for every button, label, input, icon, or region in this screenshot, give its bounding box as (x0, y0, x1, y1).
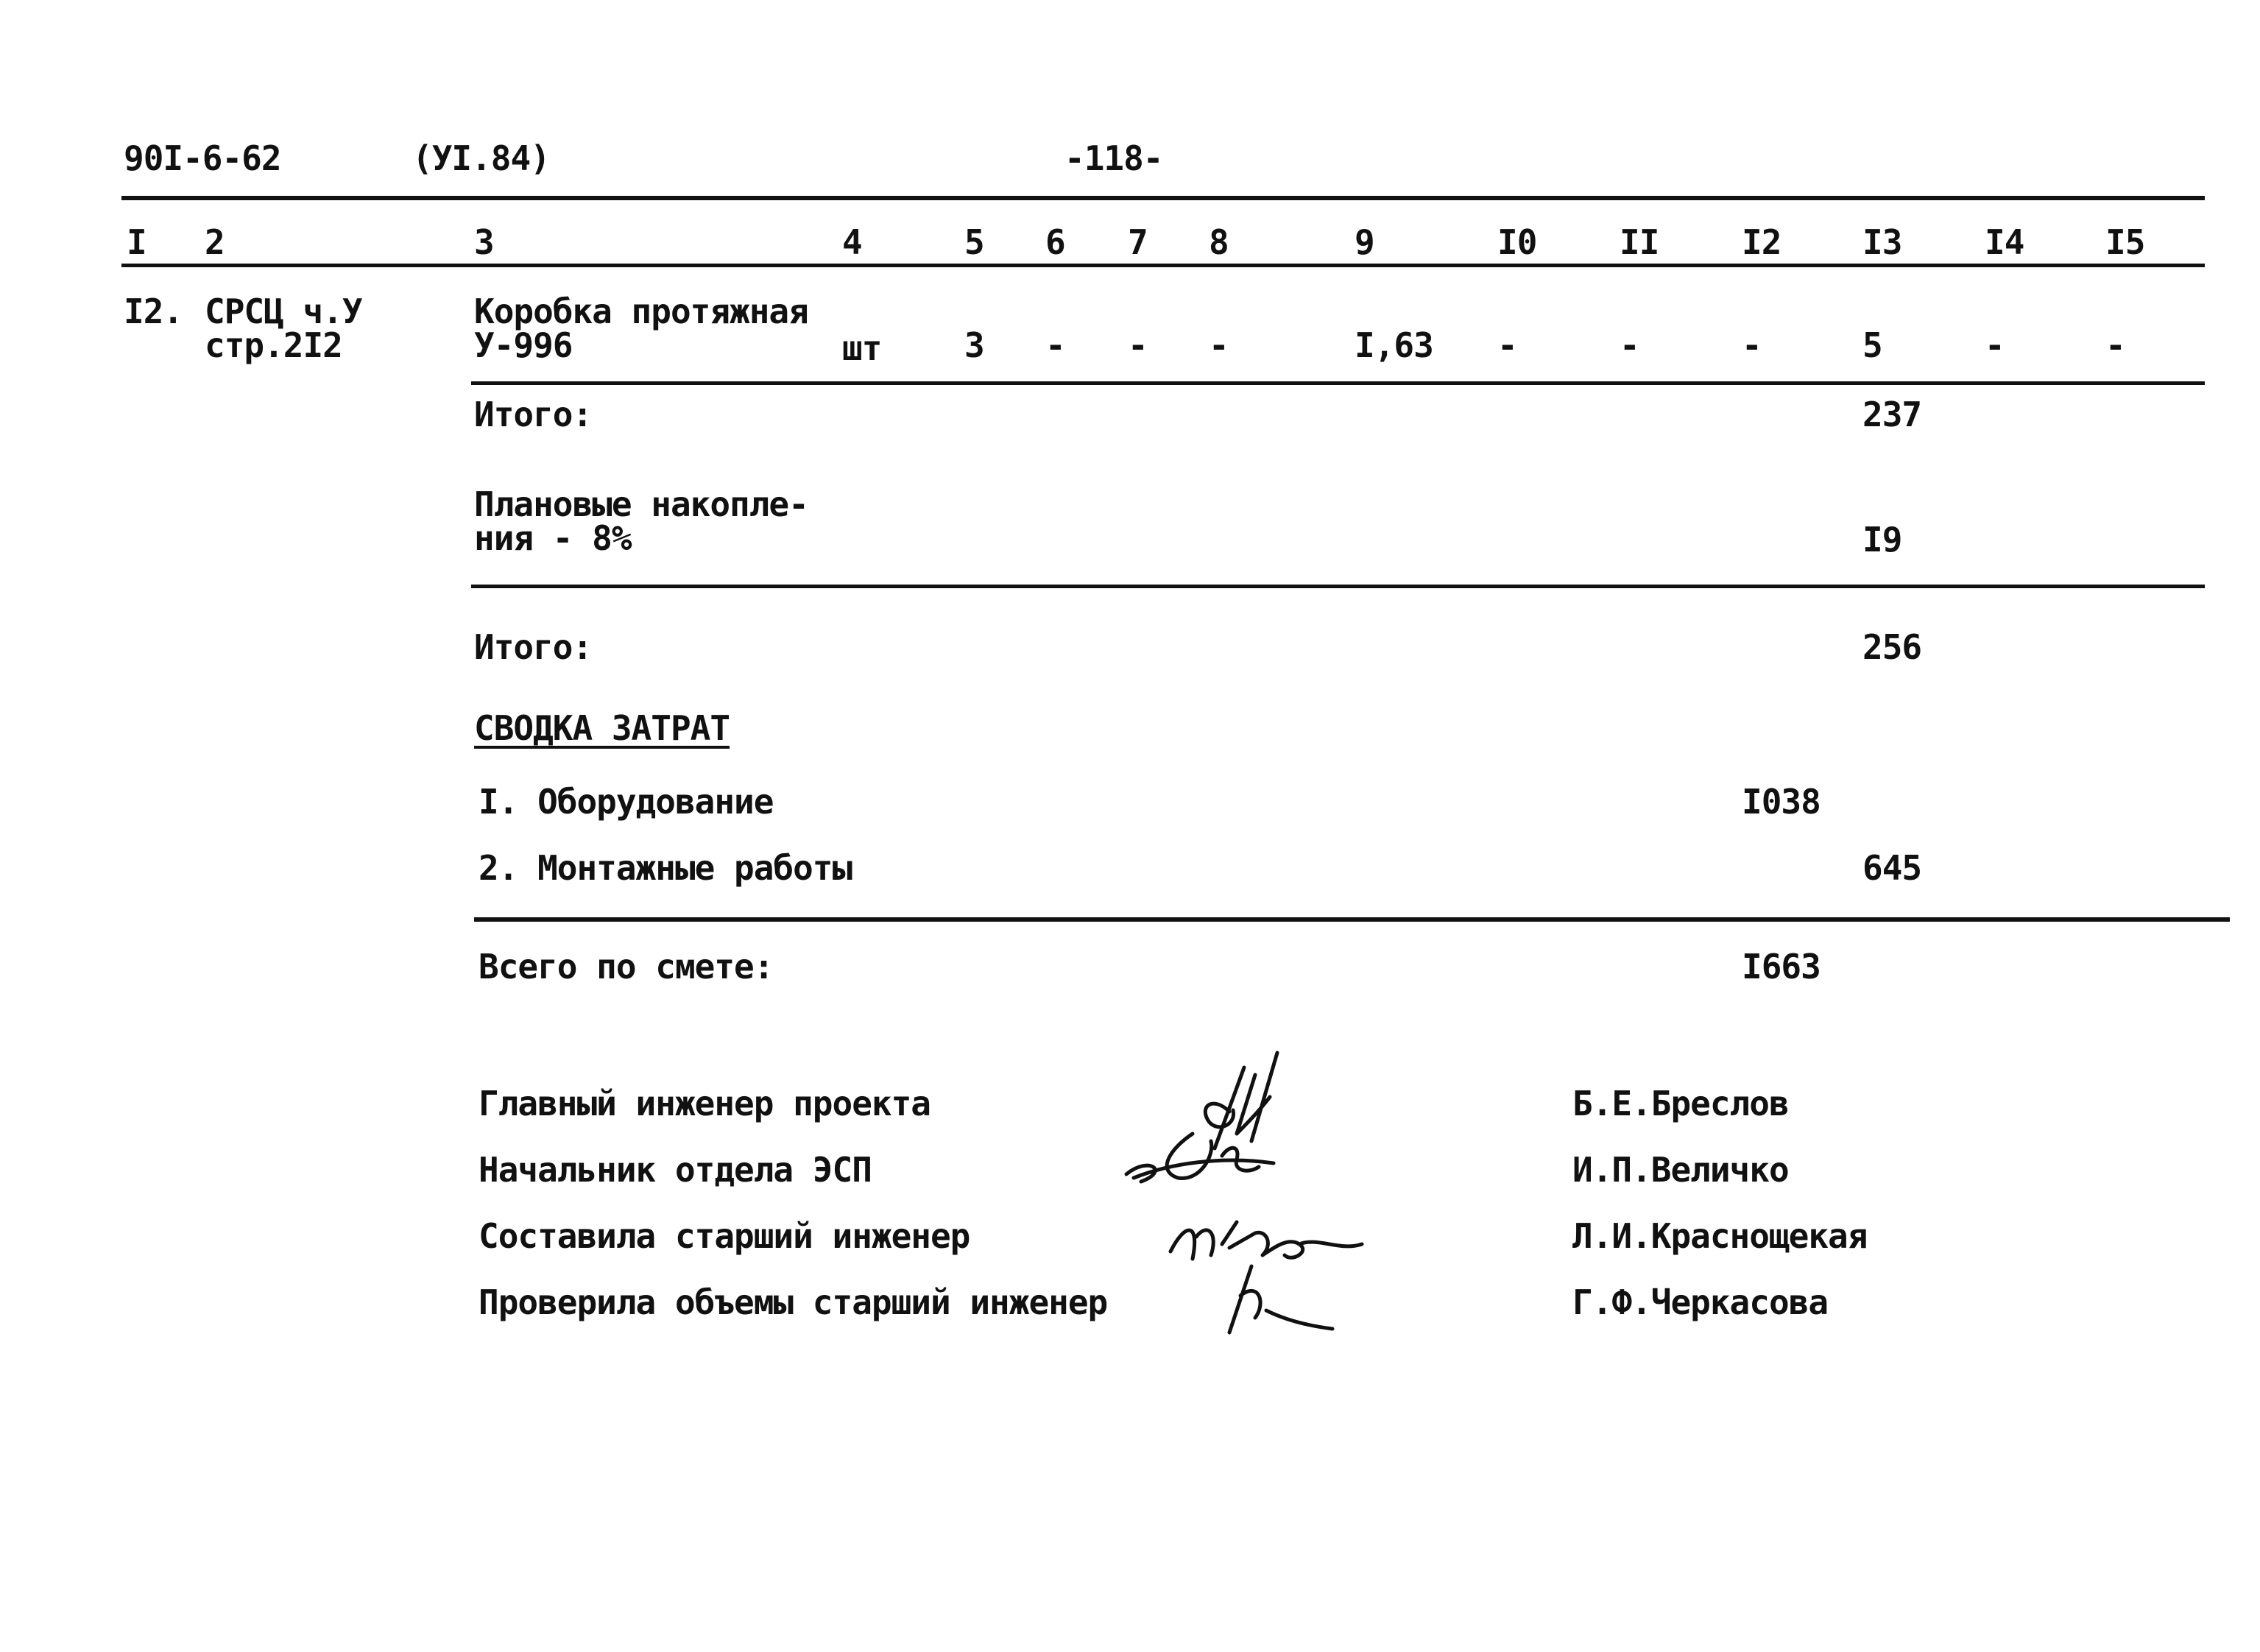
item-source: СРСЦ ч.У (205, 292, 362, 331)
subtotal-rule (471, 585, 2205, 588)
signatory-role: Главный инженер проекта (479, 1084, 931, 1123)
column-header: 3 (474, 222, 494, 262)
item-name: Коробка протяжная (474, 292, 808, 331)
overhead-label-cont: ния - 8% (474, 518, 632, 558)
column-header-rule (121, 264, 2205, 267)
signatory-name: И.П.Величко (1572, 1150, 1789, 1190)
signatory-role: Составила старший инженер (479, 1216, 970, 1256)
column-header: 2 (205, 222, 225, 262)
column-header: I3 (1862, 222, 1902, 262)
item-source-page: стр.2I2 (205, 325, 342, 365)
item-col10: - (1497, 325, 1517, 365)
handwritten-signature (1163, 1193, 1443, 1340)
item-col11: - (1620, 325, 1639, 365)
equipment-label: I. Оборудование (479, 782, 774, 822)
revision-code: (УI.84) (412, 138, 550, 178)
installation-value: 645 (1862, 848, 1922, 888)
overhead-value: I9 (1862, 520, 1902, 560)
item-col15: - (2105, 325, 2125, 365)
signatory-role: Проверила объемы старший инженер (479, 1282, 1108, 1322)
total-label: Итого: (474, 627, 593, 667)
header-rule (121, 196, 2205, 200)
page-number: -118- (1064, 138, 1163, 178)
column-header: I2 (1742, 222, 1781, 262)
column-header: I5 (2105, 222, 2145, 262)
summary-rule (474, 917, 2230, 922)
column-header: I0 (1497, 222, 1537, 262)
row-rule (471, 381, 2205, 385)
signatory-name: Б.Е.Бреслов (1572, 1084, 1789, 1123)
installation-label: 2. Монтажные работы (479, 848, 852, 888)
column-header: II (1620, 222, 1659, 262)
overhead-label: Плановые накопле- (474, 484, 808, 524)
column-header: 4 (842, 222, 862, 262)
equipment-value: I038 (1742, 782, 1821, 822)
column-header: I4 (1985, 222, 2024, 262)
item-col12: - (1742, 325, 1762, 365)
column-header: 9 (1355, 222, 1374, 262)
item-qty: 3 (964, 325, 984, 365)
summary-title: СВОДКА ЗАТРАТ (474, 708, 730, 748)
signatory-role: Начальник отдела ЭСП (479, 1150, 872, 1190)
signatory-name: Г.Ф.Черкасова (1572, 1282, 1829, 1322)
item-number: I2. (124, 292, 183, 331)
subtotal-value: 237 (1862, 395, 1922, 434)
item-col6: - (1045, 325, 1065, 365)
grand-total-label: Всего по смете: (479, 947, 774, 986)
item-col8: - (1209, 325, 1229, 365)
item-col7: - (1128, 325, 1148, 365)
item-unit: шт (842, 328, 882, 368)
item-col9: I,63 (1355, 325, 1433, 365)
column-header: 7 (1128, 222, 1148, 262)
total-value: 256 (1862, 627, 1922, 667)
signatory-name: Л.И.Краснощекая (1572, 1216, 1868, 1256)
column-header: 6 (1045, 222, 1065, 262)
doc-code: 90I-6-62 (124, 138, 281, 178)
column-header: I (127, 222, 146, 262)
item-code: У-996 (474, 325, 573, 365)
item-col13: 5 (1862, 325, 1882, 365)
column-header: 8 (1209, 222, 1229, 262)
grand-total-value: I663 (1742, 947, 1821, 986)
column-header: 5 (964, 222, 984, 262)
subtotal-label: Итого: (474, 395, 593, 434)
item-col14: - (1985, 325, 2005, 365)
